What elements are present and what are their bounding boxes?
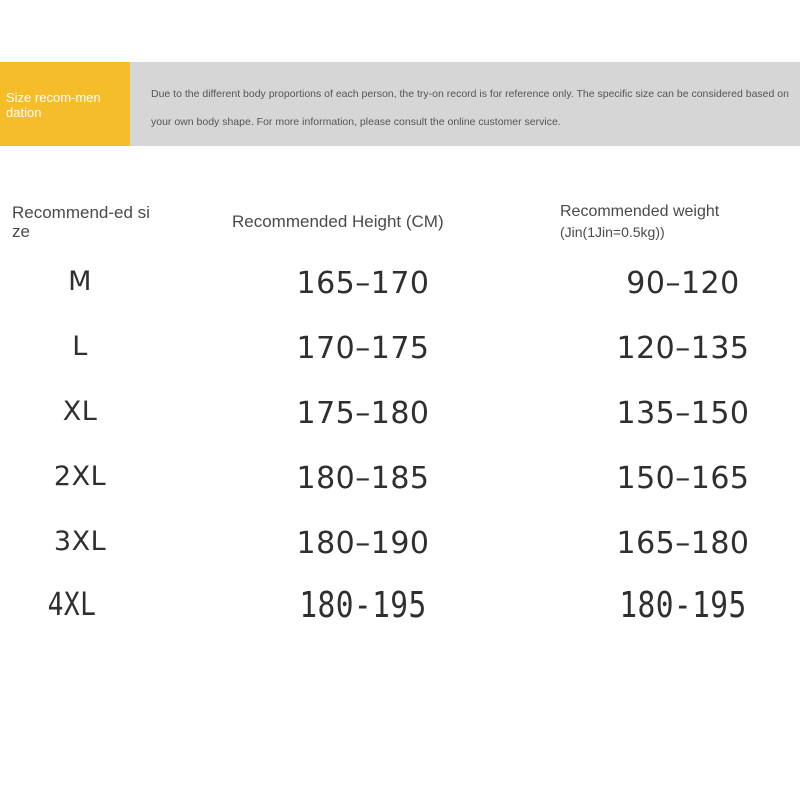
header-recommended-size: Recommend-ed size	[12, 203, 150, 241]
table-row	[0, 323, 800, 388]
header-recommended-height: Recommended Height (CM)	[232, 212, 444, 231]
height-cell: 180-195	[299, 585, 427, 626]
table-row	[0, 583, 800, 648]
header-recommended-weight	[560, 202, 719, 242]
height-cell: 175–180	[296, 396, 430, 431]
weight-cell: 120–135	[616, 331, 750, 366]
table-row	[0, 388, 800, 453]
weight-cell: 90–120	[626, 266, 740, 301]
table-row	[0, 258, 800, 323]
size-cell: 3XL	[53, 526, 107, 557]
weight-cell: 180-195	[619, 585, 747, 626]
height-cell: 180–190	[296, 526, 430, 561]
table-row	[0, 453, 800, 518]
size-recommendation-banner	[0, 62, 800, 146]
weight-cell: 165–180	[616, 526, 750, 561]
size-cell: L	[72, 331, 88, 362]
reference-note: Due to the different body proportions of each person, the try-on record is for reference only. The specific size can be considered based on your own body shape. For more information, please consult the online customer service.	[151, 88, 789, 128]
height-cell: 170–175	[296, 331, 430, 366]
weight-cell: 135–150	[616, 396, 750, 431]
size-cell: 2XL	[53, 461, 107, 492]
header-weight-unit: (Jin(1Jin=0.5kg))	[560, 224, 665, 240]
table-row	[0, 518, 800, 583]
size-cell: M	[68, 266, 92, 297]
weight-cell: 150–165	[616, 461, 750, 496]
size-table	[0, 258, 800, 648]
header-weight-label: Recommended weight	[560, 203, 720, 220]
size-cell: XL	[62, 396, 98, 427]
height-cell: 180–185	[296, 461, 430, 496]
size-recommendation-tag	[0, 62, 130, 146]
height-cell: 165–170	[296, 266, 430, 301]
size-cell: 4XL	[47, 585, 97, 623]
tag-label: Size recom-mendation	[6, 90, 101, 120]
